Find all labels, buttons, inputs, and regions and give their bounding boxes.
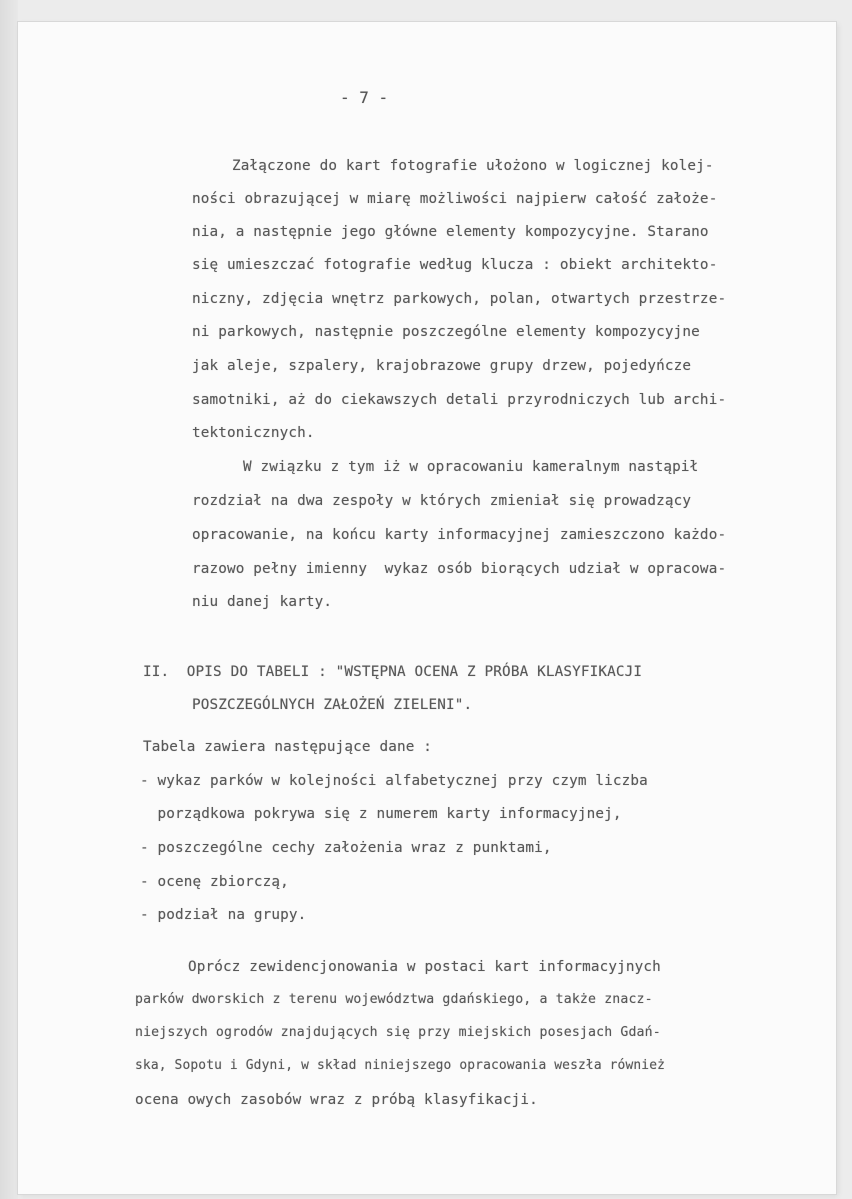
text-line: Załączone do kart fotografie ułożono w logicznej kolej- (232, 158, 714, 174)
list-item: - ocenę zbiorczą, (140, 874, 289, 890)
text-line: ska, Sopotu i Gdyni, w skład niniejszego opracowania weszła również (135, 1058, 666, 1073)
text-line: niczny, zdjęcia wnętrz parkowych, polan, otwartych przestrze- (192, 291, 727, 307)
page-number: - 7 - (340, 88, 389, 107)
heading-line: II. OPIS DO TABELI : "WSTĘPNA OCENA Z PRÓBA KLASYFIKACJI (143, 664, 643, 680)
text-line: tektonicznych. (192, 425, 315, 441)
text-line: ności obrazującej w miarę możliwości najpierw całość założe- (192, 191, 718, 207)
text-line: opracowanie, na końcu karty informacyjnej zamieszczono każdo- (192, 527, 727, 543)
text-line: jak aleje, szpalery, krajobrazowe grupy drzew, pojedyńcze (192, 358, 692, 374)
list-intro: Tabela zawiera następujące dane : (143, 739, 432, 755)
text-line: samotniki, aż do ciekawszych detali przyrodniczych lub archi- (192, 392, 727, 408)
text-line: ni parkowych, następnie poszczególne elementy kompozycyjne (192, 324, 700, 340)
scan-edge (0, 0, 18, 1199)
list-item: porządkowa pokrywa się z numerem karty informacyjnej, (140, 806, 622, 822)
text-line: niu danej karty. (192, 594, 333, 610)
list-item: - wykaz parków w kolejności alfabetycznej przy czym liczba (140, 773, 648, 789)
list-item: - podział na grupy. (140, 907, 307, 923)
text-line: się umieszczać fotografie według klucza : obiekt architekto- (192, 257, 718, 273)
text-line: razowo pełny imienny wykaz osób biorących udział w opracowa- (192, 561, 727, 577)
text-line: parków dworskich z terenu województwa gdańskiego, a także znacz- (135, 992, 653, 1007)
heading-line: POSZCZEGÓLNYCH ZAŁOŻEŃ ZIELENI". (192, 697, 473, 713)
text-line: Oprócz zewidencjonowania w postaci kart informacyjnych (188, 959, 661, 975)
text-line: ocena owych zasobów wraz z próbą klasyfikacji. (135, 1092, 538, 1108)
list-item: - poszczególne cechy założenia wraz z punktami, (140, 840, 552, 856)
text-line: rozdział na dwa zespoły w których zmieniał się prowadzący (192, 493, 692, 509)
text-line: nia, a następnie jego główne elementy kompozycyjne. Starano (192, 224, 709, 240)
text-line: niejszych ogrodów znajdujących się przy miejskich posesjach Gdań- (135, 1025, 661, 1040)
text-line: W związku z tym iż w opracowaniu kameralnym nastąpił (243, 459, 699, 475)
